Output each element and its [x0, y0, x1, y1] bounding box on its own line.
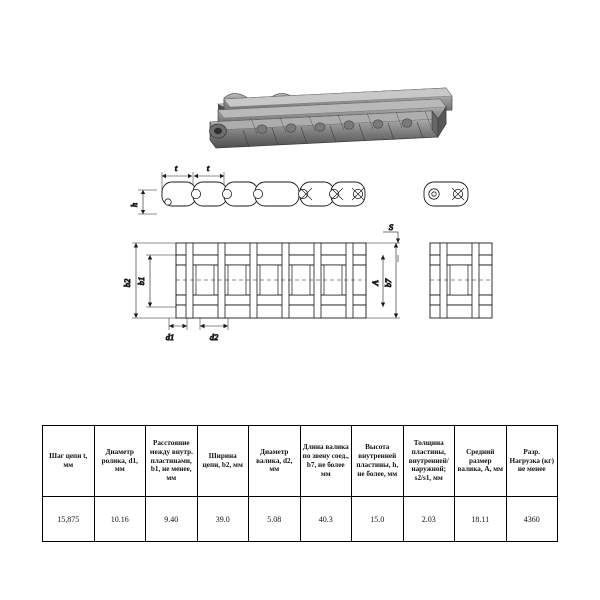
- front-plan-view: [122, 243, 366, 342]
- col-header-plate-height: Высота внутренней пластины, h, не более, мм: [352, 426, 404, 497]
- cell-pin-length: 40.3: [300, 497, 352, 542]
- cell-pitch: 15,875: [43, 497, 95, 542]
- end-section-view: [424, 182, 468, 206]
- pin-diameter-d1: d1: [165, 332, 175, 342]
- col-header-breaking-load: Разр. Нагрузка (кг) не менее: [506, 426, 558, 497]
- table-header-row: [43, 426, 558, 497]
- pitch-upper-right: t: [206, 163, 210, 173]
- col-header-roller-diameter: Диаметр ролика, d1, мм: [94, 426, 146, 497]
- col-header-plate-thickness: Толщина пластины, внутренней/наружной; s2/s1, мм: [403, 426, 455, 497]
- plate-thickness-s: S: [388, 222, 394, 232]
- roller-height-h: h: [129, 202, 139, 208]
- cell-inner-plate-gap: 9.40: [146, 497, 198, 542]
- cell-pin-diameter: 5.08: [249, 497, 301, 542]
- col-header-inner-plate-gap: Расстояние между внутр. пластинами, b1, не менее, мм: [146, 426, 198, 497]
- col-header-pitch: Шаг цепи t, мм: [43, 426, 95, 497]
- isometric-chain-view: [210, 88, 453, 148]
- pitch-upper-left: t: [174, 163, 178, 173]
- cell-plate-thickness: 2.03: [403, 497, 455, 542]
- cell-roller-diameter: 10.16: [94, 497, 146, 542]
- overall-width-b2: b2: [122, 278, 132, 288]
- cell-avg-pin-size: 18.11: [455, 497, 507, 542]
- cell-plate-height: 15.0: [352, 497, 404, 542]
- col-header-chain-width: Ширина цепи, b2, мм: [197, 426, 249, 497]
- inner-width-b1: b1: [136, 276, 146, 286]
- pin-length-b7: b7: [383, 278, 393, 288]
- col-header-pin-length: Длина валика по звену соед., b7, не более мм: [300, 426, 352, 497]
- side-profile-view: [129, 163, 365, 214]
- pin-dim-a: A: [370, 280, 380, 286]
- cell-chain-width: 39.0: [197, 497, 249, 542]
- table-row: [43, 497, 558, 542]
- cell-breaking-load: 4360: [506, 497, 558, 542]
- connecting-link-view: [366, 222, 492, 318]
- col-header-pin-diameter: Диаметр валика, d2, мм: [249, 426, 301, 497]
- col-header-avg-pin-size: Средний размер валика, A, мм: [455, 426, 507, 497]
- spec-table-container: [42, 425, 558, 542]
- chain-spec-table: [42, 425, 558, 542]
- roller-diameter-d2: d2: [209, 332, 219, 342]
